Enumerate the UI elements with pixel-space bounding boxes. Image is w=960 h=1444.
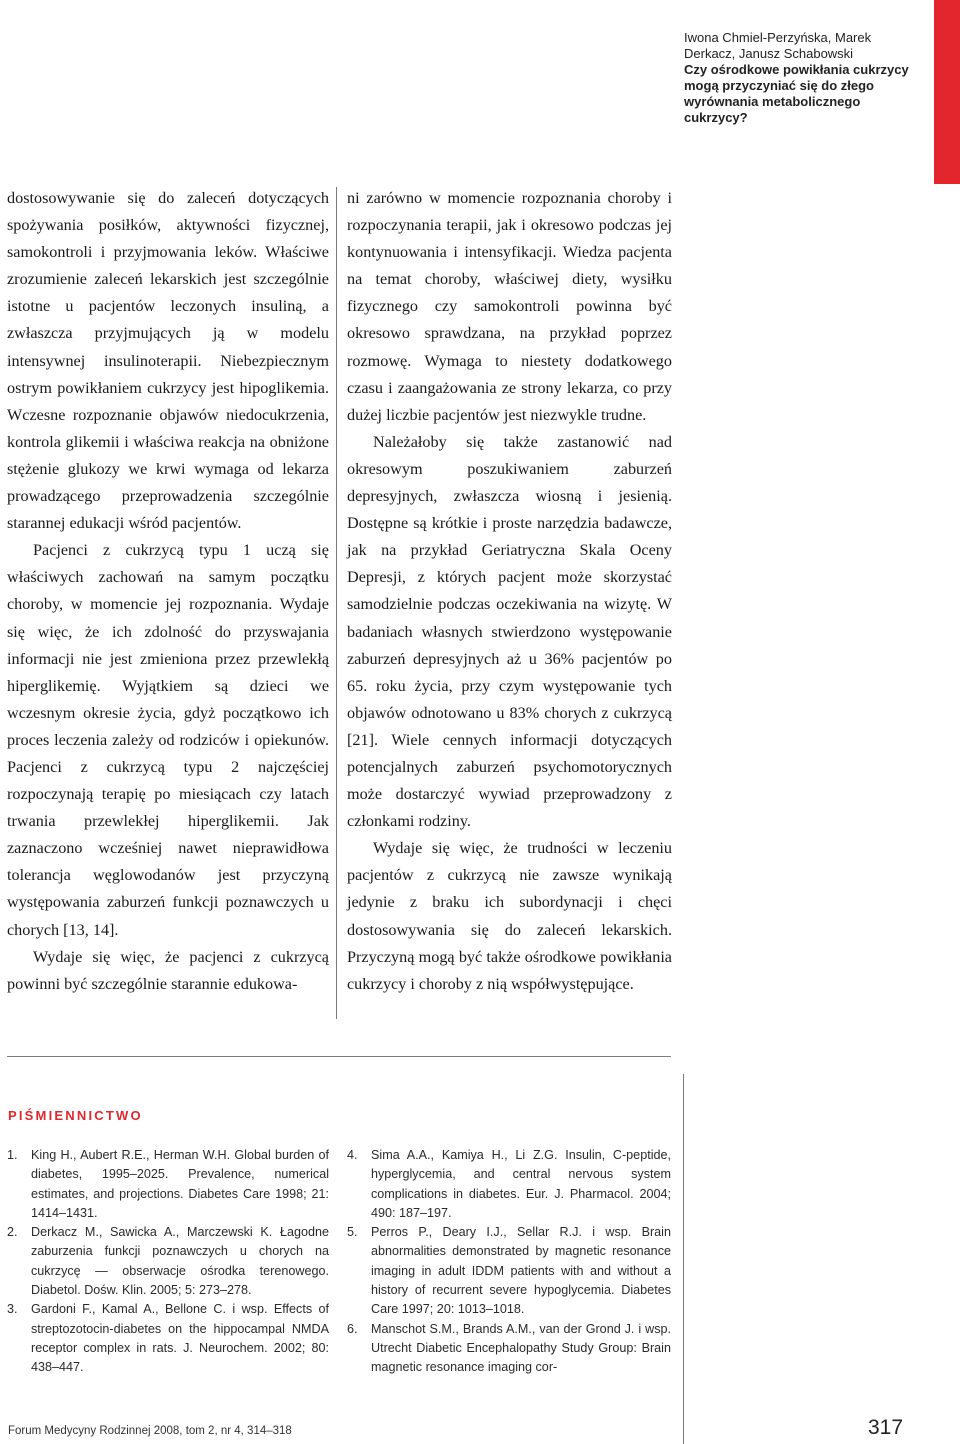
reference-number: 5. bbox=[347, 1225, 358, 1240]
reference-text: Manschot S.M., Brands A.M., van der Grond J. i wsp. Utrecht Diabetic Encephalopathy Study Group: Brain magnetic resonance imaging cor- bbox=[371, 1321, 671, 1375]
body-paragraph: Należałoby się także zastanowić nad okresowym poszukiwaniem zaburzeń depresyjnych, zwłaszcza wiosną i jesienią. Dostępne są krótkie i proste narzędzia badawcze, jak na przykład Geriatryczna Skala Oceny Depresji, z których pacjent może skorzystać samodzielnie podczas oczekiwania na wizytę. W badaniach własnych stwierdzono występowanie zaburzeń depresyjnych aż u 36% pacjentów po 65. roku życia, przy czym występowanie tych objawów odnotowano u 83% chorych z cukrzycą [21]. Wiele cennych informacji dotyczących potencjalnych zaburzeń psychomotorycznych może dostarczyć wywiad przeprowadzony z członkami rodziny. bbox=[347, 432, 672, 831]
reference-text: Sima A.A., Kamiya H., Li Z.G. Insulin, C-peptide, hyperglycemia, and central nervous system complications in diabetes. Eur. J. Pharmacol. 2004; 490: 187–197. bbox=[371, 1148, 671, 1220]
reference-number: 3. bbox=[7, 1302, 18, 1317]
reference-number: 2. bbox=[7, 1225, 18, 1240]
running-header bbox=[684, 30, 924, 126]
reference-number: 6. bbox=[347, 1321, 358, 1336]
footer-journal-citation: Forum Medycyny Rodzinnej 2008, tom 2, nr 4, 314–318 bbox=[8, 1425, 292, 1437]
body-column-left bbox=[7, 185, 329, 998]
body-paragraph: dostosowywanie się do zaleceń dotyczących spożywania posiłków, aktywności fizycznej, samokontroli i przyjmowania leków. Właściwe zrozumienie zaleceń lekarskich jest szczególnie istotne u pacjentów leczonych insuliną, a zwłaszcza przyjmujących ją w modelu intensywnej insulinoterapii. Niebezpiecznym ostrym powikłaniem cukrzycy jest hipoglikemia. Wczesne rozpoznanie objawów niedocukrzenia, kontrola glikemii i właściwa reakcja na obniżone stężenie glukozy we krwi wymaga od lekarza prowadzącego przeprowadzenia szczególnie starannej edukacji wśród pacjentów. bbox=[7, 189, 329, 533]
body-paragraph: Wydaje się więc, że trudności w leczeniu pacjentów z cukrzycą nie zawsze wynikają jedynie z braku ich subordynacji i chęci dostosowywania się do zaleceń lekarskich. Przyczyną mogą być także ośrodkowe powikłania cukrzycy i choroby z nią współwystępujące. bbox=[347, 839, 672, 993]
body-column-right bbox=[347, 185, 672, 998]
reference-item bbox=[7, 1146, 329, 1223]
references-list-left bbox=[7, 1146, 329, 1378]
reference-item bbox=[347, 1146, 671, 1223]
reference-number: 4. bbox=[347, 1148, 358, 1162]
page-number: 317 bbox=[868, 1416, 904, 1439]
body-paragraph: Pacjenci z cukrzycą typu 1 uczą się właściwych zachowań na samym początku choroby, w momencie jej rozpoznania. Wydaje się więc, że ich zdolność do przyswajania informacji nie jest zmieniona przez przewlekłą hiperglikemię. Wyjątkiem są dzieci we wczesnym okresie życia, gdyż początkowo ich proces leczenia zależy od rodziców i opiekunów. Pacjenci z cukrzycą typu 2 najczęściej rozpoczynają terapię po miesiącach czy latach trwania przewlekłej hiperglikemii. Jak zaznaczono wcześniej nawet nieprawidłowa tolerancja węglowodanów jest przyczyną występowania zaburzeń funkcji poznawczych u chorych [13, 14]. bbox=[7, 541, 329, 939]
reference-number: 1. bbox=[7, 1148, 18, 1162]
reference-item bbox=[347, 1320, 671, 1378]
references-list-right bbox=[347, 1146, 671, 1378]
header-authors: Iwona Chmiel-Perzyńska, Marek Derkacz, Janusz Schabowski bbox=[684, 30, 872, 61]
body-paragraph: Wydaje się więc, że pacjenci z cukrzycą powinni być szczególnie starannie edukowa- bbox=[7, 947, 329, 993]
reference-text: Gardoni F., Kamal A., Bellone C. i wsp. Effects of streptozotocin-diabetes on the hippocampal NMDA receptor complex in rats. J. Neurochem. 2002; 80: 438–447. bbox=[31, 1302, 329, 1375]
section-divider bbox=[7, 1056, 671, 1057]
header-article-title: Czy ośrodkowe powikłania cukrzycy mogą przyczyniać się do złego wyrównania metabolicznego cukrzycy? bbox=[684, 62, 909, 125]
reference-item bbox=[7, 1300, 329, 1377]
reference-item bbox=[347, 1223, 671, 1319]
column-divider bbox=[336, 187, 337, 1019]
reference-item bbox=[7, 1223, 329, 1300]
margin-divider bbox=[683, 1074, 684, 1444]
reference-text: Perros P., Deary I.J., Sellar R.J. i wsp. Brain abnormalities demonstrated by magnetic resonance imaging in adult IDDM patients with and without a history of recurrent severe hypoglycemia. Diabetes Care 1997; 20: 1013–1018. bbox=[371, 1225, 671, 1317]
references-heading: PIŚMIENNICTWO bbox=[8, 1108, 143, 1123]
reference-text: King H., Aubert R.E., Herman W.H. Global burden of diabetes, 1995–2025. Prevalence, numerical estimates, and projections. Diabetes Care 1998; 21: 1414–1431. bbox=[31, 1148, 329, 1220]
red-accent-tab bbox=[934, 0, 960, 184]
body-paragraph: ni zarówno w momencie rozpoznania choroby i rozpoczynania terapii, jak i okresowo podczas jej kontynuowania i intensyfikacji. Wiedza pacjenta na temat choroby, właściwej diety, wysiłku fizycznego czy samokontroli powinna być okresowo sprawdzana, na przykład poprzez rozmowę. Wymaga to niestety dodatkowego czasu i zaangażowania ze strony lekarza, co przy dużej liczbie pacjentów jest niezwykle trudne. bbox=[347, 189, 672, 424]
reference-text: Derkacz M., Sawicka A., Marczewski K. Łagodne zaburzenia funkcji poznawczych u chorych na cukrzycę — obserwacje ośrodka terenowego. Diabetol. Dośw. Klin. 2005; 5: 273–278. bbox=[31, 1225, 329, 1298]
